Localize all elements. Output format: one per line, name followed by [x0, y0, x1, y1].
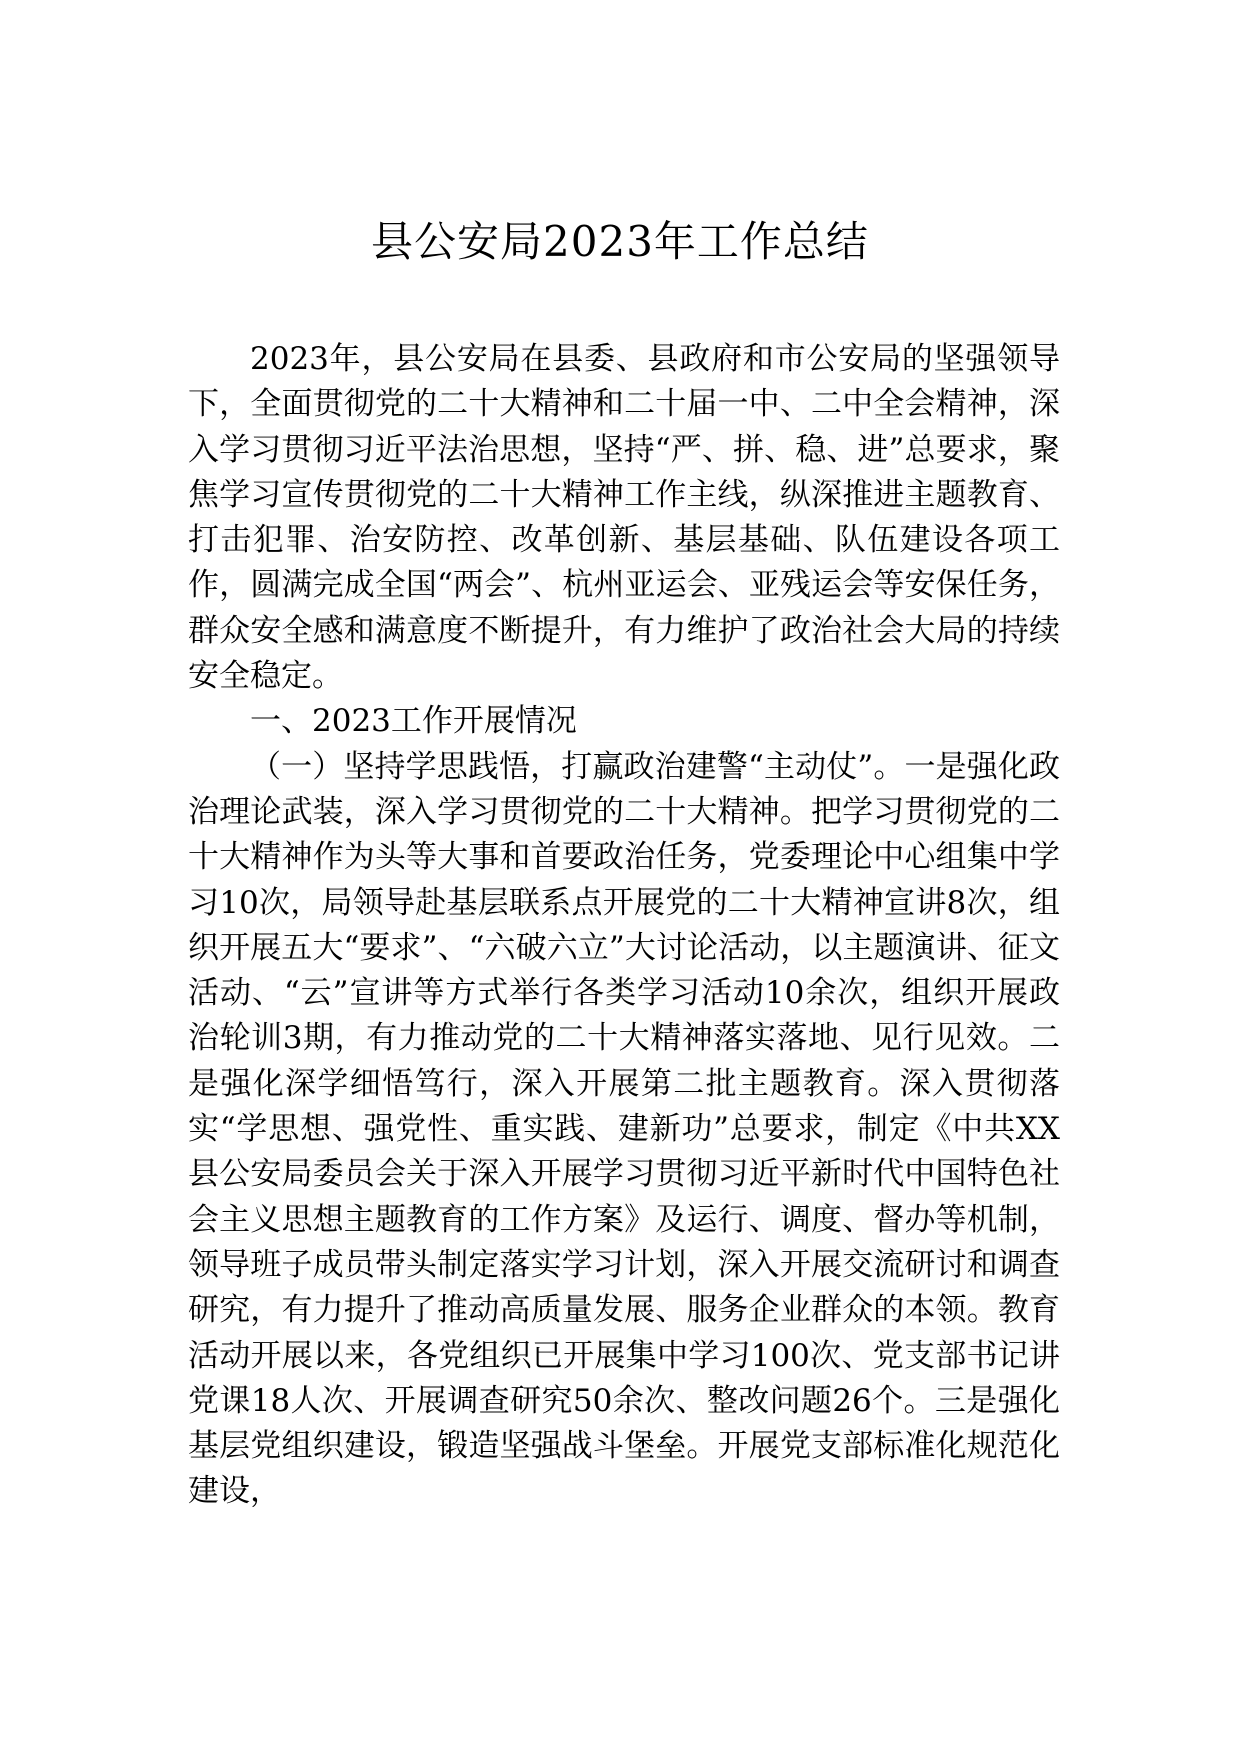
intro-paragraph: 2023年，县公安局在县委、县政府和市公安局的坚强领导下，全面贯彻党的二十大精神和二十届一中、二中全会精神，深入学习贯彻习近平法治思想，坚持“严、拼、稳、进”总要求，聚焦学习宣传贯彻党的二十大精神工作主线，纵深推进主题教育、打击犯罪、治安防控、改革创新、基层基础、队伍建设各项工作，圆满完成全国“两会”、杭州亚运会、亚残运会等安保任务，群众安全感和满意度不断提升，有力维护了政治社会大局的持续安全稳定。	[188, 341, 1060, 695]
document-title: 县公安局2023年工作总结	[371, 217, 869, 266]
subsection-paragraph: （一）坚持学思践悟，打赢政治建警“主动仗”。一是强化政治理论武装，深入学习贯彻党的二十大精神。把学习贯彻党的二十大精神作为头等大事和首要政治任务，党委理论中心组集中学习10次，局领导赴基层联系点开展党的二十大精神宣讲8次，组织开展五大“要求”、“六破六立”大讨论活动，以主题演讲、征文活动、“云”宣讲等方式举行各类学习活动10余次，组织开展政治轮训3期，有力推动党的二十大精神落实落地、见行见效。二是强化深学细悟笃行，深入开展第二批主题教育。深入贯彻落实“学思想、强党性、重实践、建新功”总要求，制定《中共XX县公安局委员会关于深入开展学习贯彻习近平新时代中国特色社会主义思想主题教育的工作方案》及运行、调度、督办等机制，领导班子成员带头制定落实学习计划，深入开展交流研讨和调查研究，有力提升了推动高质量发展、服务企业群众的本领。教育活动开展以来，各党组织已开展集中学习100次、党支部书记讲党课18人次、开展调查研究50余次、整改问题26个。三是强化基层党组织建设，锻造坚强战斗堡垒。开展党支部标准化规范化建设，	[188, 748, 1060, 1510]
section-heading: 一、2023工作开展情况	[250, 703, 577, 740]
document-body	[188, 337, 1060, 1515]
